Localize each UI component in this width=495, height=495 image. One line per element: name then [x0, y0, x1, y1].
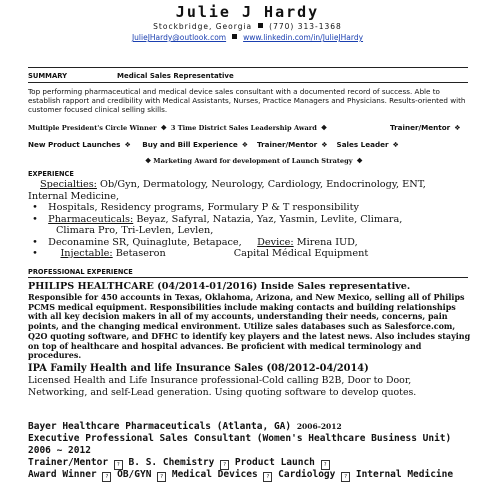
- contact-line: [0, 22, 495, 31]
- job1-text: Responsible for 450 accounts in Texas, Oklahoma, Arizona, and New Mexico, selling all of Philips PCMS medical equipment. Responsibilities include making contacts and building relationships with all key decision makers in all of my accounts, understanding their needs, concerns, pain points, and the changing medical environment. Utilize sales databases such as Salesforce.com, Q2O quoting software, and DFHC to identify key players and the latest news. Also includes staying on top of healthcare and hospital advances. Be proficient with medical terminology and procedures.: [28, 292, 471, 361]
- linkedin-link[interactable]: www.linkedin.com/in/JulieJHardy: [243, 33, 364, 42]
- job2-text: Licensed Health and Life Insurance professional-Cold calling B2B, Door to Door, Networking, and self-Lead generation. Using quoting software to develop quotes.: [28, 375, 417, 398]
- placeholder-box-icon: ?: [102, 472, 111, 482]
- job2-title: IPA Family Health and life Insurance Sales (08/2012-04/2014): [28, 363, 369, 374]
- diamond-icon: ❖: [145, 156, 152, 165]
- summary-label: SUMMARY: [28, 72, 67, 80]
- summary-role: Medical Sales Representative: [117, 72, 234, 80]
- awards-row-1: Multiple President's Circle Winner ❖ 3 Time District Sales Leadership Award ❖: [28, 123, 328, 132]
- job3-line-1: Trainer/Mentor ? B. S. Chemistry ? Product Launch ?: [28, 457, 330, 470]
- phone: (770) 313-1368: [269, 22, 342, 31]
- experience-block: Specialties: Ob/Gyn, Dermatology, Neurology, Cardiology, Endocrinology, ENT, Internal Medicine, • Hospitals, Residency programs, Formulary P & T responsibility • Pharmaceuticals: Beyaz, Safyral, Natazia, Yaz, Yasmin, Levlite, Climara, Climara Pro, Tri-Levlen, Levlen, • Deconamine SR, Quinaglute, Betapace, Device: Mirena IUD, • Injectable: Betaseron Capital Médical Equipment: [28, 179, 426, 259]
- bullet-icon: •: [32, 248, 38, 259]
- email-link[interactable]: JulieJHardy@outlook.com: [131, 33, 227, 42]
- bullet-icon: •: [32, 202, 38, 213]
- job3-role: Executive Professional Sales Consultant (Women's Healthcare Business Unit): [28, 433, 452, 444]
- square-bullet-icon: [232, 34, 237, 39]
- diamond-icon: ❖: [321, 141, 328, 149]
- divider: [28, 82, 468, 83]
- job3-line-2: Award Winner ? OB/GYN ? Medical Devices ? Cardiology ? Internal Medicine: [28, 469, 454, 480]
- summary-text: Top performing pharmaceutical and medical device sales consultant with a documented record of success. Able to establish rapport and credibility with Medical Assistants, Nurses, Practice Managers and Physicians. Results-oriented with customer focused clinical selling skills.: [28, 87, 466, 114]
- diamond-icon: ❖: [241, 141, 248, 149]
- diamond-icon: ❖: [160, 123, 167, 132]
- bullet-icon: •: [32, 213, 38, 225]
- divider: [28, 67, 468, 68]
- experience-label: EXPERIENCE: [28, 170, 74, 178]
- links-line: [0, 33, 495, 42]
- diamond-icon: ❖: [392, 141, 399, 149]
- awards-row-2: New Product Launches ❖ Buy and Bill Experience ❖ Trainer/Mentor ❖ Sales Leader ❖: [28, 140, 399, 149]
- professional-label: PROFESSIONAL EXPERIENCE: [28, 268, 133, 276]
- awards-row-1-end: Trainer/Mentor ❖: [390, 123, 461, 132]
- diamond-icon: ❖: [356, 156, 363, 165]
- placeholder-box-icon: ?: [114, 460, 123, 470]
- divider: [28, 277, 468, 278]
- placeholder-box-icon: ?: [157, 472, 166, 482]
- diamond-icon: ❖: [320, 123, 328, 132]
- placeholder-box-icon: ?: [321, 460, 330, 470]
- diamond-icon: ❖: [124, 141, 131, 149]
- diamond-icon: ❖: [454, 124, 461, 132]
- city: Stockbridge, Georgia: [153, 22, 253, 31]
- bullet-icon: •: [32, 236, 38, 248]
- job3-dates: 2006 ~ 2012: [28, 445, 91, 456]
- placeholder-box-icon: ?: [341, 472, 350, 482]
- job3-title: Bayer Healthcare Pharmaceuticals (Atlanta, GA) 2006-2012: [28, 421, 342, 432]
- awards-row-3: ❖ Marketing Award for development of Launch Strategy ❖: [145, 156, 363, 165]
- candidate-name: Julie J Hardy: [175, 3, 320, 21]
- square-bullet-icon: [258, 23, 263, 28]
- placeholder-box-icon: ?: [220, 460, 229, 470]
- job1-title: PHILIPS HEALTHCARE (04/2014-01/2016) Inside Sales representative.: [28, 281, 411, 292]
- placeholder-box-icon: ?: [263, 472, 272, 482]
